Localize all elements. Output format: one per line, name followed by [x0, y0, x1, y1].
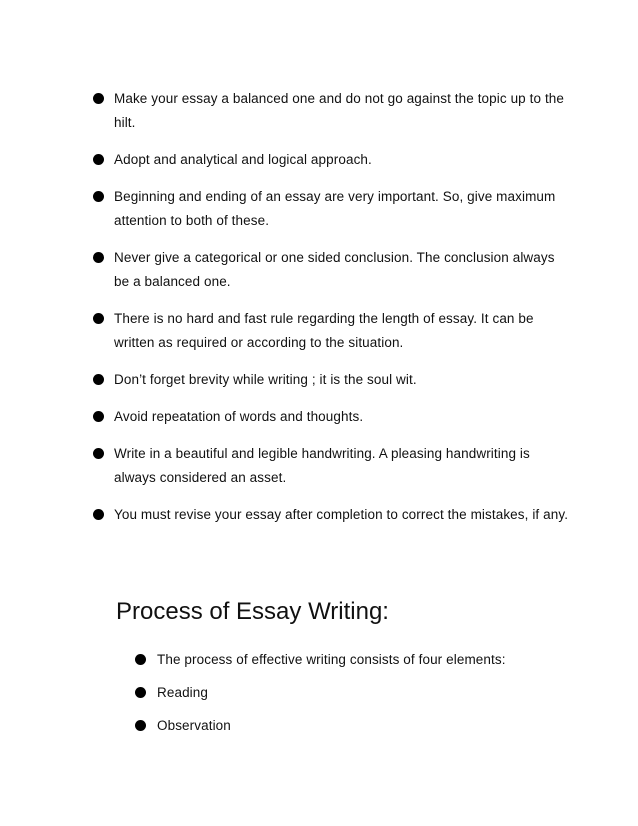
bullet-icon: [93, 191, 104, 202]
tip-text: Make your essay a balanced one and do not go against the topic up to the hilt.: [114, 91, 565, 130]
section-heading: Process of Essay Writing:: [116, 598, 389, 625]
tip-text: Don’t forget brevity while writing ; it is the soul wit.: [114, 372, 417, 387]
list-item: [93, 307, 573, 355]
list-item: [135, 714, 595, 738]
process-list: [135, 648, 595, 747]
list-item: [93, 503, 573, 527]
bullet-icon: [135, 687, 146, 698]
tip-text: Adopt and analytical and logical approach.: [114, 152, 372, 167]
process-item-text: Reading: [157, 685, 208, 700]
tip-text: There is no hard and fast rule regarding the length of essay. It can be written as required or according to the situation.: [114, 311, 534, 350]
bullet-icon: [93, 252, 104, 263]
list-item: [93, 246, 573, 294]
process-item-text: The process of effective writing consists of four elements:: [157, 652, 506, 667]
bullet-icon: [93, 411, 104, 422]
process-item-text: Observation: [157, 718, 231, 733]
list-item: [93, 87, 573, 135]
list-item: [93, 148, 573, 172]
list-item: [135, 681, 595, 705]
bullet-icon: [93, 509, 104, 520]
list-item: [93, 405, 573, 429]
tip-text: Avoid repeatation of words and thoughts.: [114, 409, 364, 424]
bullet-icon: [93, 93, 104, 104]
bullet-icon: [135, 654, 146, 665]
tip-text: Never give a categorical or one sided conclusion. The conclusion always be a balanced one.: [114, 250, 555, 289]
bullet-icon: [93, 448, 104, 459]
list-item: [93, 185, 573, 233]
list-item: [93, 368, 573, 392]
list-item: [135, 648, 595, 672]
tip-text: Write in a beautiful and legible handwriting. A pleasing handwriting is always considered an asset.: [114, 446, 530, 485]
tip-text: You must revise your essay after completion to correct the mistakes, if any.: [114, 507, 569, 522]
bullet-icon: [93, 313, 104, 324]
bullet-icon: [93, 154, 104, 165]
tip-text: Beginning and ending of an essay are very important. So, give maximum attention to both of these.: [114, 189, 556, 228]
list-item: [93, 442, 573, 490]
bullet-icon: [135, 720, 146, 731]
essay-tips-list: [93, 87, 573, 540]
bullet-icon: [93, 374, 104, 385]
